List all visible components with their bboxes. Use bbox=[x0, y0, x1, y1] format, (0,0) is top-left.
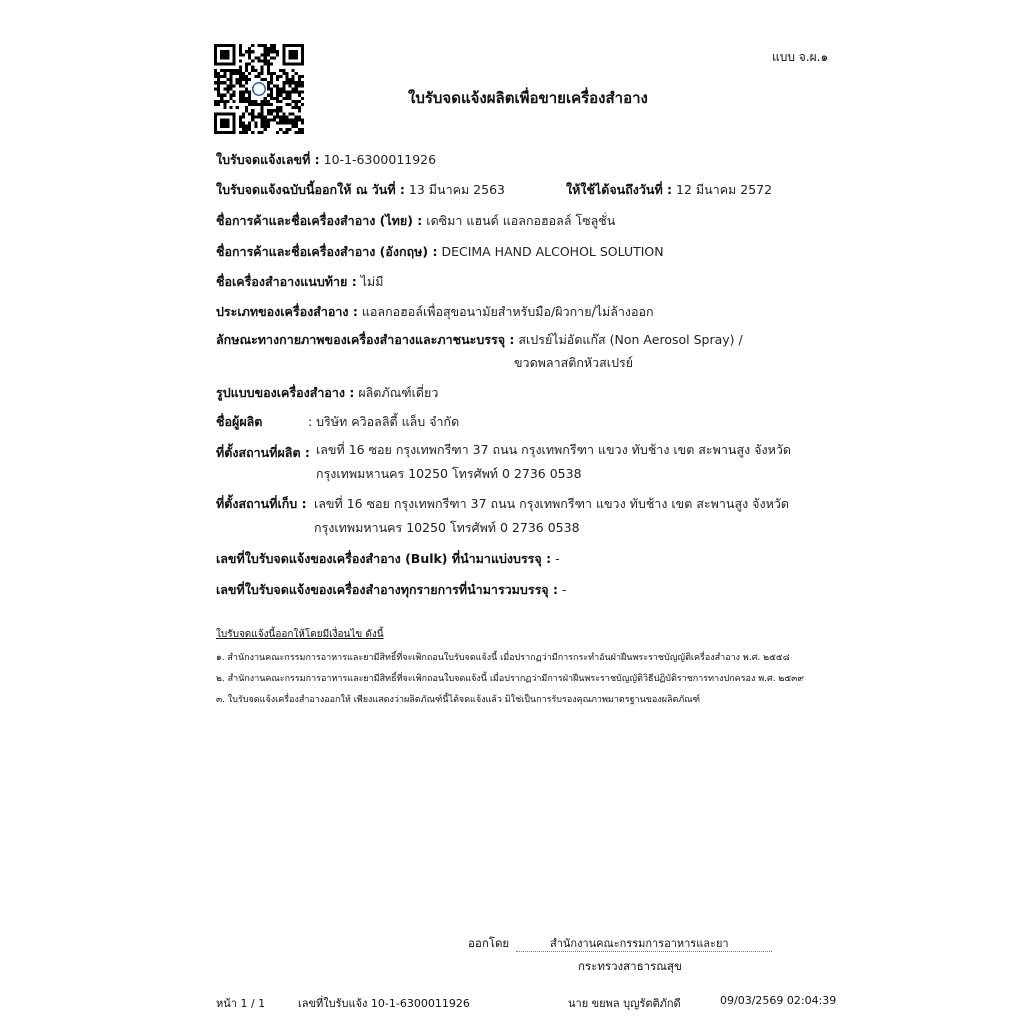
officer-name: นาย ขยพล บุญรัตติภักดี bbox=[568, 997, 681, 1010]
print-timestamp: 09/03/2569 02:04:39 bbox=[720, 994, 837, 1007]
manufacturer-row: ชื่อผู้ผลิต bbox=[216, 414, 263, 429]
valid-until-row: ให้ใช้ได้จนถึงวันที่ : 12 มีนาคม 2572 bbox=[566, 182, 773, 197]
bulk-row: เลขที่ใบรับจดแจ้งของเครื่องสำอาง (Bulk) ที่นำมาแบ่งบรรจุ : - bbox=[216, 551, 560, 566]
product-name-en: DECIMA HAND ALCOHOL SOLUTION bbox=[441, 244, 664, 259]
cosmetic-format: ผลิตภัณฑ์เดี่ยว bbox=[358, 385, 439, 400]
format-row: รูปแบบของเครื่องสำอาง : ผลิตภัณฑ์เดี่ยว bbox=[216, 385, 439, 400]
issued-date-row: ใบรับจดแจ้งฉบับนี้ออกให้ ณ วันที่ : 13 มีนาคม 2563 bbox=[216, 182, 505, 197]
manufacturer-name: : บริษัท ควิอลลิตี้ แล็บ จำกัด bbox=[308, 414, 460, 429]
storage-address-line-2: กรุงเทพมหานคร 10250 โทรศัพท์ 0 2736 0538 bbox=[314, 520, 580, 535]
attached-name-row: ชื่อเครื่องสำอางแนบท้าย : ไม่มี bbox=[216, 274, 384, 289]
combined-value: - bbox=[561, 582, 567, 597]
packaging-description: ขวดพลาสติกหัวสเปรย์ bbox=[514, 355, 634, 370]
plant-address-line-1: เลขที่ 16 ซอย กรุงเทพกรีฑา 37 ถนน กรุงเทพกรีฑา แขวง ทับช้าง เขต สะพานสูง จังหวัด bbox=[316, 442, 791, 457]
product-name-th: เดซิมา แฮนด์ แอลกอฮอลล์ โซลูชั่น bbox=[426, 213, 616, 228]
issuer-organization: สำนักงานคณะกรรมการอาหารและยา bbox=[550, 937, 729, 950]
name-en-row: ชื่อการค้าและชื่อเครื่องสำอาง (อังกฤษ) : DECIMA HAND ALCOHOL SOLUTION bbox=[216, 244, 664, 259]
condition-item: ๓. ใบรับจดแจ้งเครื่องสำอางออกให้ เพียงแสดงว่าผลิตภัณฑ์นี้ได้จดแจ้งแล้ว มิใช่เป็นการรับรองคุณภาพมาตรฐานของผลิตภัณฑ์ bbox=[216, 695, 701, 705]
qr-code-icon bbox=[214, 44, 304, 134]
plant-address-line-2: กรุงเทพมหานคร 10250 โทรศัพท์ 0 2736 0538 bbox=[316, 466, 582, 481]
name-th-row: ชื่อการค้าและชื่อเครื่องสำอาง (ไทย) : เดซิมา แฮนด์ แอลกอฮอลล์ โซลูชั่น bbox=[216, 213, 616, 228]
attached-name: ไม่มี bbox=[360, 274, 384, 289]
issued-date: 13 มีนาคม 2563 bbox=[408, 182, 505, 197]
bulk-value: - bbox=[555, 551, 560, 566]
type-row: ประเภทของเครื่องสำอาง : แอลกอฮอล์เพื่อสุขอนามัยสำหรับมือ/ผิวกาย/ไม่ล้างออก bbox=[216, 304, 654, 319]
document-title: ใบรับจดแจ้งผลิตเพื่อขายเครื่องสำอาง bbox=[408, 89, 648, 107]
storage-address-line-1: เลขที่ 16 ซอย กรุงเทพกรีฑา 37 ถนน กรุงเทพกรีฑา แขวง ทับช้าง เขต สะพานสูง จังหวัด bbox=[314, 496, 789, 511]
combined-row: เลขที่ใบรับจดแจ้งของเครื่องสำอางทุกรายการที่นำมารวมบรรจุ : - bbox=[216, 582, 567, 597]
page-number: หน้า 1 / 1 bbox=[216, 997, 266, 1010]
physical-row: ลักษณะทางกายภาพของเครื่องสำอางและภาชนะบรรจุ : สเปรย์ไม่อัดแก๊ส (Non Aerosol Spray) / bbox=[216, 332, 743, 347]
receipt-number: 10-1-6300011926 bbox=[323, 152, 437, 167]
receipt-number-row: ใบรับจดแจ้งเลขที่ : 10-1-6300011926 bbox=[216, 152, 437, 167]
signature-line bbox=[516, 951, 772, 952]
condition-item: ๒. สำนักงานคณะกรรมการอาหารและยามีสิทธิ์ที่จะเพิกถอนใบจดแจ้งนี้ เมื่อปรากฏว่ามีการฝ่าฝืนพระราชบัญญัติวิธีปฏิบัติราชการทางปกครอง พ.ศ. ๒๕๓๙ bbox=[216, 674, 804, 684]
footer-receipt-ref: เลขที่ใบรับแจ้ง 10-1-6300011926 bbox=[298, 997, 470, 1010]
cosmetic-type: แอลกอฮอล์เพื่อสุขอนามัยสำหรับมือ/ผิวกาย/ไม่ล้างออก bbox=[361, 304, 654, 319]
condition-item: ๑. สำนักงานคณะกรรมการอาหารและยามีสิทธิ์ที่จะเพิกถอนใบรับจดแจ้งนี้ เมื่อปรากฏว่ามีการกระทำอันฝ่าฝืนพระราชบัญญัติเครื่องสำอาง พ.ศ. ๒๕๕๘ bbox=[216, 653, 790, 663]
storage-label: ที่ตั้งสถานที่เก็บ : bbox=[216, 496, 307, 511]
issued-by-label: ออกโดย bbox=[468, 936, 510, 950]
conditions-heading: ใบรับจดแจ้งนี้ออกให้โดยมีเงื่อนไข ดังนี้ bbox=[216, 629, 384, 640]
plant-label: ที่ตั้งสถานที่ผลิต : bbox=[216, 445, 310, 460]
form-code: แบบ จ.ผ.๑ bbox=[772, 50, 829, 64]
valid-until-date: 12 มีนาคม 2572 bbox=[676, 182, 773, 197]
physical-description: สเปรย์ไม่อัดแก๊ส (Non Aerosol Spray) / bbox=[518, 332, 743, 347]
issuer-ministry: กระทรวงสาธารณสุข bbox=[578, 959, 682, 973]
